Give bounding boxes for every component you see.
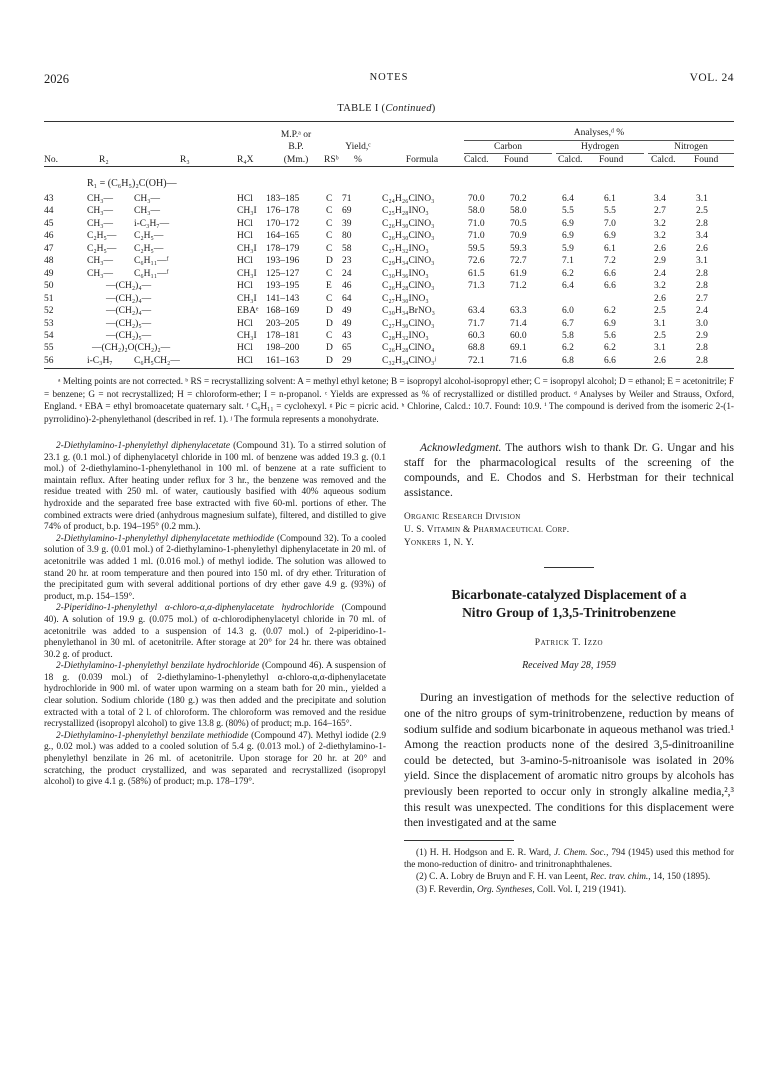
cell-hf: 6.6 (604, 268, 616, 279)
col-header-r2: R₂ (99, 155, 109, 165)
cell-cf: 63.3 (510, 306, 527, 317)
cell-no: 52 (44, 306, 54, 317)
cell-yld: 49 (342, 306, 352, 317)
cell-cc: 61.5 (468, 268, 485, 279)
cell-yld: 39 (342, 218, 352, 229)
cell-r4x: EBAᵉ (237, 306, 259, 317)
cell-r4x: HCl (237, 281, 253, 292)
article-author: Patrick T. Izzo (534, 638, 604, 649)
cell-rs: E (326, 281, 332, 292)
cell-cc: 63.4 (468, 306, 485, 317)
received-date: Received May 28, 1959 (522, 660, 616, 672)
cell-r4x: CH₃I (237, 206, 257, 217)
cell-nc: 2.4 (654, 268, 666, 279)
reference-item: (3) F. Reverdin, Org. Syntheses, Coll. Vol. I, 219 (1941). (416, 884, 627, 895)
reference-item: (2) C. A. Lobry de Bruyn and F. H. van Leent, Rec. trav. chim., 14, 150 (1895). (416, 872, 711, 883)
cell-hf: 6.6 (604, 355, 616, 366)
col-header-bp: B.P. (288, 142, 304, 152)
references (404, 847, 734, 896)
cell-hf: 6.6 (604, 281, 616, 292)
cell-r4x: HCl (237, 318, 253, 329)
cell-rs: D (326, 256, 333, 267)
affiliation-line: Organic Research Division (404, 512, 521, 522)
cell-mp: 141–143 (266, 293, 300, 304)
cell-nf: 3.1 (696, 256, 708, 267)
table-bottom-rule (44, 368, 734, 369)
cell-no: 49 (44, 268, 54, 279)
cell-yld: 80 (342, 231, 352, 242)
cell-rs: D (326, 343, 333, 354)
cell-r2: —(CH₂)₄— (106, 306, 152, 317)
cell-formula: C₂₆H₂₈ClNO₃ (382, 281, 435, 292)
table-header-rule (44, 166, 734, 167)
procedure-title: 2-Piperidino-1-phenylethyl α-chloro-α,α-diphenylacetate hydrochloride (56, 603, 334, 614)
volume-label: VOL. 24 (689, 72, 734, 84)
col-header-no: No. (44, 155, 58, 165)
cell-nf: 3.0 (696, 318, 708, 329)
cell-cc: 68.8 (468, 343, 485, 354)
cell-no: 48 (44, 256, 54, 267)
cell-cc: 71.0 (468, 231, 485, 242)
cell-hc: 6.2 (562, 343, 574, 354)
cell-r2: —(CH₂)₅— (106, 318, 152, 329)
cell-nf: 2.9 (696, 330, 708, 341)
col-header-n-calcd: Calcd. (651, 155, 676, 165)
cell-formula: C₃₀H₃₄BrNO₃ (382, 306, 435, 317)
cell-formula: C₂₅H₂₈INO₃ (382, 206, 429, 217)
cell-cc: 60.3 (468, 330, 485, 341)
cell-no: 44 (44, 206, 54, 217)
cell-r2: CH₃— (87, 206, 114, 217)
cell-formula: C₂₆H₃₀ClNO₃ (382, 218, 435, 229)
cell-yld: 64 (342, 293, 352, 304)
cell-yld: 23 (342, 256, 352, 267)
cell-cc: 58.0 (468, 206, 485, 217)
cell-formula: C₂₆H₂₈ClNO₄ (382, 343, 435, 354)
cell-mp: 161–163 (266, 355, 300, 366)
cell-r4x: HCl (237, 343, 253, 354)
journal-section: NOTES (369, 72, 409, 83)
cell-hf: 6.1 (604, 243, 616, 254)
procedure-title: 2-Diethylamino-1-phenylethyl diphenylacetate (56, 441, 231, 451)
cell-cc: 70.0 (468, 194, 485, 204)
cell-hc: 6.7 (562, 318, 574, 329)
right-column (404, 441, 734, 896)
cell-rs: C (326, 293, 333, 304)
cell-nc: 2.6 (654, 355, 666, 366)
cell-hc: 7.1 (562, 256, 574, 267)
procedure-text: (Compound 31). To a stirred solution of 23.1 g. (0.1 mol.) of diphenylacetyl chloride in 100 ml. of benzene was added 19.3 g. (0.1 mol.) of 2-diethylamino-1-phenylethanol in 100 ml. of benzene at a rate sufficient to maintain reflux. After heating under reflux for 3 hr., the benzene was removed and the residue treated with 250 ml. of water, cautiously basified with 40% aqueous sodium hydroxide and the separated free base extracted with five 60-ml. portions of ether. The combined extracts were dried (anhydrous magnesium sulfate), filtered, and distilled to give 74% of product, b.p. 194–195° (0.2 mm.). (44, 441, 387, 533)
cell-r3: CH₃— (134, 206, 161, 217)
procedure-paragraph (44, 603, 386, 661)
cell-formula: C₂₇H₃₂INO₃ (382, 243, 429, 254)
cell-hf: 6.9 (604, 318, 616, 329)
cell-r2: —(CH₂)₂O(CH₂)₂— (92, 343, 171, 354)
cell-hc: 6.4 (562, 194, 574, 204)
cell-no: 53 (44, 318, 54, 329)
cell-nc: 3.2 (654, 218, 666, 229)
cell-nf: 2.5 (696, 206, 708, 217)
cell-r4x: HCl (237, 355, 253, 366)
cell-mp: 193–196 (266, 256, 300, 267)
cell-nc: 2.6 (654, 293, 666, 304)
cell-nf: 2.8 (696, 268, 708, 279)
cell-hc: 6.9 (562, 218, 574, 229)
cell-hf: 6.2 (604, 306, 616, 317)
cell-nc: 3.2 (654, 231, 666, 242)
cell-rs: C (326, 231, 333, 242)
cell-rs: C (326, 218, 333, 229)
cell-yld: 43 (342, 330, 352, 341)
cell-no: 50 (44, 281, 54, 292)
cell-nc: 2.6 (654, 243, 666, 254)
col-header-n-found: Found (694, 155, 719, 165)
cell-formula: C₂₈H₃₂INO₃ (382, 330, 429, 341)
cell-rs: D (326, 306, 333, 317)
cell-mp: 125–127 (266, 268, 300, 279)
procedure-paragraph (44, 731, 386, 789)
col-header-nitrogen: Nitrogen (674, 142, 708, 152)
cell-hf: 6.1 (604, 194, 616, 204)
cell-formula: C₂₄H₂₆ClNO₃ (382, 194, 435, 204)
cell-r2: CH₃— (87, 194, 114, 204)
cell-hc: 6.9 (562, 231, 574, 242)
cell-rs: C (326, 243, 333, 254)
cell-nf: 2.8 (696, 343, 708, 354)
cell-no: 43 (44, 194, 54, 204)
article-title: Bicarbonate-catalyzed Displacement of a Nitro Group of 1,3,5-Trinitrobenzene (451, 587, 687, 621)
article-body: During an investigation of methods for the selective reduction of one of the nitro groups of sym-trinitrobenzene, reduction by means of sodium sulfide and sodium bicarbonate in aqueous methanol was tried.¹ Among the reaction products none of the desired 3,5-dinitroaniline could be detected, but 3-amino-5-nitroanisole was isolated in 20% yield. Since the displacement of aromatic nitro groups by alcohols has previously been reported to occur only in strongly alkaline media,²,³ this result was unexpected. The conditions for this displacement were then investigated and at the same (404, 692, 734, 830)
cell-yld: 58 (342, 243, 352, 254)
cell-cf: 71.2 (510, 281, 527, 292)
cell-rs: D (326, 318, 333, 329)
affiliation (404, 511, 734, 549)
cell-nc: 3.1 (654, 343, 666, 354)
acknowledgment: Acknowledgment. The authors wish to thank Dr. G. Ungar and his staff for the pharmacological results of the screening of the compounds, and E. Chodos and S. Herbstman for their technical assistance. (404, 442, 734, 499)
cell-r3: C₂H₅— (134, 243, 164, 254)
cell-r3: C₆H₁₁—ᶠ (134, 268, 169, 279)
cell-yld: 29 (342, 355, 352, 366)
cell-r2: i-C₃H₇ (87, 355, 113, 366)
cell-cf: 69.1 (510, 343, 527, 354)
cell-formula: C₂₉H₃₄ClNO₃ (382, 256, 435, 267)
cell-rs: C (326, 268, 333, 279)
cell-mp: 178–179 (266, 243, 300, 254)
footnote-rule (404, 840, 514, 841)
cell-mp: 170–172 (266, 218, 300, 229)
col-header-r3: R₃ (180, 155, 190, 165)
cell-mp: 178–181 (266, 330, 300, 341)
cell-r2: CH₃— (87, 218, 114, 229)
page-number: 2026 (44, 72, 69, 86)
cell-cc: 72.6 (468, 256, 485, 267)
cell-hf: 5.6 (604, 330, 616, 341)
procedure-title: 2-Diethylamino-1-phenylethyl diphenylacetate methiodide (56, 533, 274, 544)
col-header-mp: M.P.ᵃ or (280, 130, 312, 140)
cell-mp: 183–185 (266, 194, 300, 204)
cell-hf: 6.9 (604, 231, 616, 242)
cell-r4x: HCl (237, 256, 253, 267)
cell-r2: CH₃— (87, 256, 114, 267)
cell-cc: 71.0 (468, 218, 485, 229)
cell-r3: C₂H₅— (134, 231, 164, 242)
cell-r4x: CH₃I (237, 243, 257, 254)
cell-nf: 2.8 (696, 355, 708, 366)
cell-mp: 198–200 (266, 343, 300, 354)
cell-cc: 59.5 (468, 243, 485, 254)
affiliation-line: U. S. Vitamin & Pharmaceutical Corp. (404, 524, 570, 535)
procedure-paragraph (44, 441, 386, 534)
cell-rs: C (326, 206, 333, 217)
cell-hc: 5.9 (562, 243, 574, 254)
cell-mp: 176–178 (266, 206, 300, 217)
cell-nf: 2.8 (696, 281, 708, 292)
cell-r3: C₆H₅CH₂— (134, 355, 180, 366)
cell-r2: —(CH₂)₄— (106, 293, 152, 304)
cell-nc: 2.5 (654, 306, 666, 317)
cell-yld: 71 (342, 194, 352, 204)
section-separator (544, 567, 594, 568)
cell-hf: 6.2 (604, 343, 616, 354)
procedure-text: (Compound 47). Methyl iodide (2.9 g., 0.02 mol.) was added to a cooled solution of 5.4 g. (0.013 mol.) of 2-diethylamino-1-phenylethyl benzilate in 26 ml. of acetonitrile. Upon storage for 20 hr. at 20° and scratching, the product crystallized, and was separated and recrystallized (isopropyl alcohol) to give 4.1 g. (58%) of product; m.p. 178–179°. (44, 730, 387, 788)
cell-hc: 6.2 (562, 268, 574, 279)
col-header-h-found: Found (599, 155, 624, 165)
reference-item: (1) H. H. Hodgson and E. R. Ward, J. Chem. Soc., 794 (1945) used this method for the mono-reduction of dinitro- and trinitronaphthalenes. (404, 847, 734, 871)
cell-r4x: CH₃I (237, 293, 257, 304)
col-header-c-calcd: Calcd. (464, 155, 489, 165)
cell-yld: 69 (342, 206, 352, 217)
cell-mp: 203–205 (266, 318, 300, 329)
cell-nf: 3.4 (696, 231, 708, 242)
cell-no: 55 (44, 343, 54, 354)
cell-r4x: CH₃I (237, 330, 257, 341)
cell-r3: CH₃— (134, 194, 161, 204)
hydrogen-rule (556, 153, 644, 154)
col-header-mm: (Mm.) (283, 155, 309, 165)
carbon-rule (464, 153, 552, 154)
cell-hf: 7.0 (604, 218, 616, 229)
col-header-carbon: Carbon (494, 142, 522, 152)
cell-nf: 2.7 (696, 293, 708, 304)
cell-cf: 61.9 (510, 268, 527, 279)
table-top-rule (44, 121, 734, 122)
procedure-text: (Compound 46). A suspension of 18 g. (0.039 mol.) of 2-diethylamino-1-phenylethyl α-chloro-α,α-diphenylacetate hydrochloride in 900 ml. of water upon warming on a steam bath for 20 min., yielded a clear solution. Sodium chloride (180 g.) was then added and the precipitate and solution extracted with a total of 2 l. of chloroform. The chloroform was removed and the residue recrystallized (isopropyl alcohol) to give 13.8 g. (80%) of product; m.p. 164–165°. (44, 661, 386, 730)
affiliation-line: Yonkers 1, N. Y. (404, 537, 474, 548)
cell-cf: 58.0 (510, 206, 527, 217)
cell-mp: 168–169 (266, 306, 300, 317)
col-header-rs: RSᵇ (324, 155, 339, 165)
cell-nc: 2.7 (654, 206, 666, 217)
cell-cf: 70.5 (510, 218, 527, 229)
cell-r2: C₂H₅— (87, 243, 117, 254)
col-header-r4x: R₄X (237, 155, 254, 165)
procedure-title: 2-Diethylamino-1-phenylethyl benzilate hydrochloride (56, 661, 260, 672)
cell-hc: 5.5 (562, 206, 574, 217)
col-header-yield-pct: % (354, 155, 362, 165)
cell-nf: 2.8 (696, 218, 708, 229)
col-header-hydrogen: Hydrogen (581, 142, 619, 152)
cell-nf: 2.6 (696, 243, 708, 254)
cell-nc: 3.1 (654, 318, 666, 329)
cell-cf: 71.6 (510, 355, 527, 366)
cell-nc: 3.2 (654, 281, 666, 292)
cell-yld: 46 (342, 281, 352, 292)
cell-nc: 2.5 (654, 330, 666, 341)
cell-cf: 71.4 (510, 318, 527, 329)
cell-yld: 24 (342, 268, 352, 279)
col-header-h-calcd: Calcd. (558, 155, 583, 165)
cell-yld: 49 (342, 318, 352, 329)
table-row (44, 354, 734, 368)
cell-hc: 5.8 (562, 330, 574, 341)
running-head (44, 72, 734, 88)
cell-rs: C (326, 194, 333, 204)
cell-no: 46 (44, 231, 54, 242)
cell-hc: 6.4 (562, 281, 574, 292)
cell-rs: D (326, 355, 333, 366)
cell-cc: 71.3 (468, 281, 485, 292)
procedure-paragraph (44, 534, 386, 604)
cell-no: 54 (44, 330, 54, 341)
procedure-title: 2-Diethylamino-1-phenylethyl benzilate methiodide (56, 730, 249, 741)
cell-r3: C₆H₁₁—ᶠ (134, 256, 169, 267)
cell-cf: 59.3 (510, 243, 527, 254)
cell-r2: C₂H₅— (87, 231, 117, 242)
cell-formula: C₂₇H₃₀INO₃ (382, 293, 429, 304)
col-header-yield: Yield,ᶜ (345, 142, 371, 152)
cell-hf: 5.5 (604, 206, 616, 217)
cell-nc: 2.9 (654, 256, 666, 267)
cell-no: 51 (44, 293, 54, 304)
left-column (44, 441, 386, 789)
cell-hc: 6.8 (562, 355, 574, 366)
cell-hf: 7.2 (604, 256, 616, 267)
cell-cf: 72.7 (510, 256, 527, 267)
cell-no: 56 (44, 355, 54, 366)
cell-nc: 3.4 (654, 194, 666, 204)
cell-no: 47 (44, 243, 54, 254)
procedure-text: (Compound 32). To a cooled solution of 3.9 g. (0.01 mol.) of 2-diethylamino-1-phenylethyl diphenylacetate in 20 ml. of acetonitrile was added 1 ml. (0.016 mol.) of methyl iodide. The solution was allowed to stand 20 hr. at room temperature and then poured into 150 ml. of dry ether. Trituration of the precipitated gum with several additional portions of dry ether gave 4.9 g. (93%) of product, m.p. 154–159°. (44, 533, 386, 602)
col-header-c-found: Found (504, 155, 529, 165)
cell-yld: 65 (342, 343, 352, 354)
cell-cf: 70.9 (510, 231, 527, 242)
cell-mp: 164–165 (266, 231, 300, 242)
cell-nf: 3.1 (696, 194, 708, 204)
analyses-rule (464, 140, 734, 141)
cell-no: 45 (44, 218, 54, 229)
cell-formula: C₂₇H₃₀ClNO₃ (382, 318, 435, 329)
col-header-formula: Formula (405, 155, 439, 165)
procedure-text: (Compound 40). A solution of 19.9 g. (0.075 mol.) of α-chlorodiphenylacetyl chloride in 70 ml. of acetonitrile was added to a suspension of 14.3 g. (0.07 mol.) of 2-piperidino-1-phenylethanol in 30 ml. of acetonitrile. After storage at 20° for 24 hr. there was obtained 30.2 g. of product. (44, 603, 386, 660)
cell-formula: C₃₀H₃₆INO₃ (382, 268, 429, 279)
cell-r2: —(CH₂)₅— (106, 330, 152, 341)
cell-cc: 71.7 (468, 318, 485, 329)
cell-nf: 2.4 (696, 306, 708, 317)
cell-r4x: HCl (237, 231, 253, 242)
table-group-label: R₁ = (C₆H₅)₂C(OH)— (87, 178, 177, 189)
cell-r3: i-C₃H₇— (134, 218, 170, 229)
cell-r4x: HCl (237, 218, 253, 229)
table-footnotes: ᵃ Melting points are not corrected. ᵇ RS = recrystallizing solvent: A = methyl ethyl ketone; B = isopropyl alcohol-isopropyl ether; C = isopropyl alcohol; D = ethanol; E = acetonitrile; F = benzene; G = not recrystallized; H = chloroform-ether; I = n-propanol. ᶜ Yields are expressed as % of recrystallized or distilled product. ᵈ Analyses by Weiler and Strauss, Oxford, England. ᵉ EBA = ethyl bromoacetate quaternary salt. ᶠ C₆H₁₁ = cyclohexyl. ᵍ Pic = picric acid. ʰ Chlorine, Calcd.: 10.7. Found: 10.9. ⁱ The compound is derived from the isomeric 2-(1-pyrrolidino)-2-phenylethanol (described in ref. 1). ʲ The formula represents a monohydrate. (44, 376, 734, 424)
cell-rs: C (326, 330, 333, 341)
cell-r2: CH₃— (87, 268, 114, 279)
table-caption: TABLE I (Continued) (337, 103, 436, 114)
cell-r4x: HCl (237, 194, 253, 204)
procedure-paragraph (44, 661, 386, 731)
cell-cf: 60.0 (510, 330, 527, 341)
cell-mp: 193–195 (266, 281, 300, 292)
nitrogen-rule (648, 153, 734, 154)
cell-cc: 72.1 (468, 355, 485, 366)
cell-formula: C₂₆H₃₀ClNO₃ (382, 231, 435, 242)
cell-formula: C₃₂H₃₄ClNO₃ʲ (382, 355, 436, 366)
cell-hc: 6.0 (562, 306, 574, 317)
cell-r4x: CH₃I (237, 268, 257, 279)
cell-r2: —(CH₂)₄— (106, 281, 152, 292)
cell-cf: 70.2 (510, 194, 527, 204)
col-header-analyses: Analyses,ᵈ % (573, 128, 625, 138)
